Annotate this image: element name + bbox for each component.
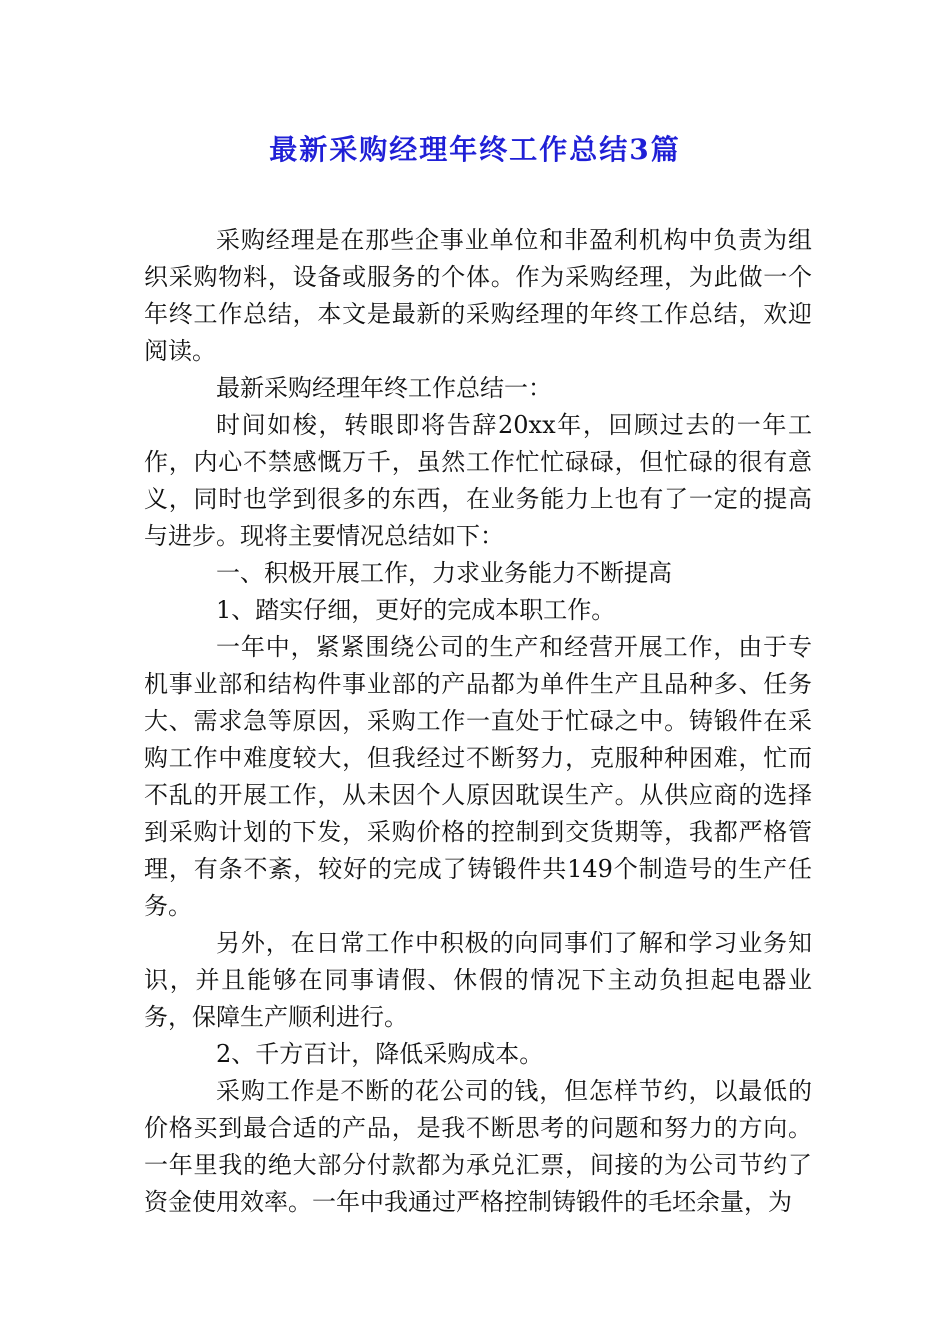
document-body [144,222,812,1221]
paragraph-subheading-two: 2、千方百计，降低采购成本。 [216,1040,544,1068]
paragraph-work-details: 一年中，紧紧围绕公司的生产和经营开展工作，由于专机事业部和结构件事业部的产品都为单件生产且品种多、任务大、需求急等原因，采购工作一直处于忙碌之中。铸锻件在采购工作中难度较大，但我经过不断努力，克服种种困难，忙而不乱的开展工作，从未因个人原因耽误生产。从供应商的选择到采购计划的下发，采购价格的控制到交货期等，我都严格管理，有条不紊，较好的完成了铸锻件共149个制造号的生产任务。 [144,633,812,920]
paragraph-intro: 采购经理是在那些企事业单位和非盈利机构中负责为组织采购物料，设备或服务的个体。作为采购经理，为此做一个年终工作总结，本文是最新的采购经理的年终工作总结，欢迎阅读。 [144,226,812,365]
paragraph-cost-reduction: 采购工作是不断的花公司的钱，但怎样节约，以最低的价格买到最合适的产品，是我不断思考的问题和努力的方向。一年里我的绝大部分付款都为承兑汇票，间接的为公司节约了资金使用效率。一年中我通过严格控制铸锻件的毛坯余量，为 [144,1077,812,1216]
paragraph-subheading-one: 1、踏实仔细，更好的完成本职工作。 [216,596,616,624]
paragraph-heading-one: 一、积极开展工作，力求业务能力不断提高 [216,559,672,587]
paragraph-opening: 时间如梭，转眼即将告辞20xx年，回顾过去的一年工作，内心不禁感慨万千，虽然工作忙忙碌碌，但忙碌的很有意义，同时也学到很多的东西，在业务能力上也有了一定的提高与进步。现将主要情况总结如下： [144,411,812,550]
paragraph-section-heading: 最新采购经理年终工作总结一： [216,374,552,402]
paragraph-additional: 另外，在日常工作中积极的向同事们了解和学习业务知识，并且能够在同事请假、休假的情况下主动负担起电器业务，保障生产顺利进行。 [144,929,812,1031]
document-title: 最新采购经理年终工作总结3篇 [269,133,681,166]
